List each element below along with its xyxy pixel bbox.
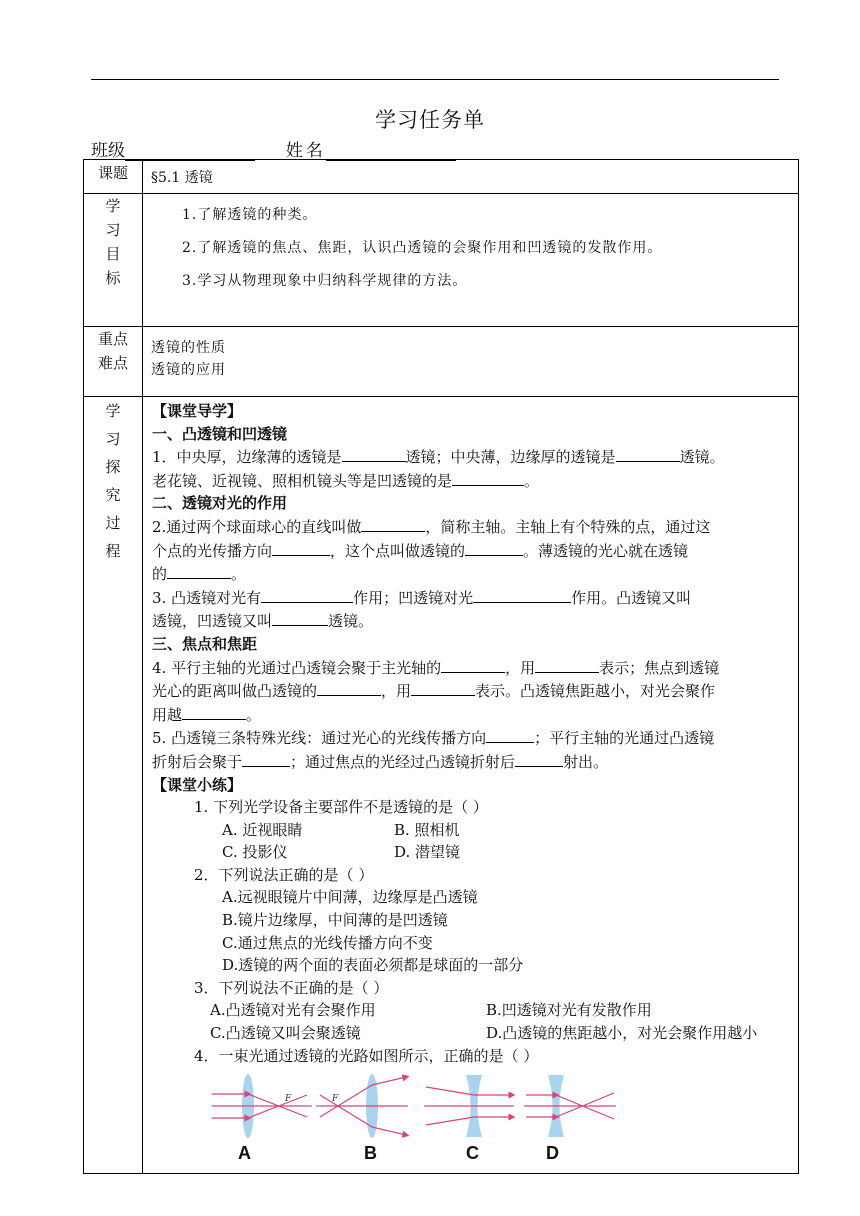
blank[interactable] bbox=[361, 515, 425, 532]
class-field[interactable] bbox=[125, 141, 255, 161]
section-title-2: 二、透镜对光的作用 bbox=[152, 494, 288, 513]
goals-content bbox=[143, 194, 799, 327]
goals-row bbox=[84, 194, 799, 327]
diagram-a[interactable] bbox=[212, 1074, 312, 1163]
practice-2-option[interactable]: D.透镜的两个面的表面必须都是球面的一部分 bbox=[222, 956, 524, 975]
lens-diagram bbox=[212, 1073, 682, 1165]
process-label: 学 习 探 究 过 程 bbox=[84, 397, 143, 1174]
practice-2-option[interactable]: A.远视眼镜片中间薄，边缘厚是凸透镜 bbox=[222, 888, 478, 907]
section-title-1: 一、凸透镜和凹透镜 bbox=[152, 424, 288, 443]
keypoint-item: 透镜的应用 bbox=[151, 362, 226, 378]
task-table bbox=[83, 159, 799, 1174]
keypoint-item: 透镜的性质 bbox=[151, 340, 226, 356]
practice-3-option[interactable]: B.凹透镜对光有发散作用 bbox=[486, 1001, 652, 1020]
diagram-label-b: B bbox=[364, 1143, 377, 1164]
blank[interactable] bbox=[182, 703, 246, 720]
keypoints-row bbox=[84, 327, 799, 397]
blank[interactable] bbox=[342, 445, 406, 462]
svg-text:F: F bbox=[332, 1094, 339, 1105]
diagram-label-a: A bbox=[238, 1143, 251, 1164]
class-label: 班级 bbox=[91, 141, 125, 161]
blank[interactable] bbox=[535, 656, 599, 673]
practice-2-option[interactable]: C.通过焦点的光线传播方向不变 bbox=[222, 933, 433, 952]
diagram-b[interactable] bbox=[316, 1074, 408, 1163]
process-content: 【课堂导学】 一、凸透镜和凹透镜 1．中央厚，边缘薄的透镜是 透镜；中央薄，边缘厚的透镜是 透镜。 老花镜、近视镜、照相机镜头等是凹透镜的是 。 二、透镜对光的作用 2.通过两个球面球心的直线叫做 ，简称主轴。主轴上有个特殊的点，通过这 个点的光传播方向 ，这个点叫做透镜的 。薄透镜的光心就在透镜 的 。 3. 凸透镜对光有 作用；凹透镜对光 作用。凸透镜又叫 透镜，凹透镜又叫 透镜。 三、焦点和焦距 4. 平行主轴的光通过凸透镜会聚于主光轴的 ，用 表示；焦点到透镜 光心的距离叫做凸透镜的 ，用 表示。凸透镜焦距越小，对光会聚作 用越 。 5. 凸透镜三条特殊光线：通过光心的光线传播方向 ；平行主轴的光通过凸透镜 折射后会聚于 ；通过焦点的光经过凸透镜折射后 射出。 【课堂小练】 1. 下列光学设备主要部件不是透镜的是（ ） A. 近视眼睛 B. 照相机 C. 投影仪 D. 潜望镜 2．下列说法正确的是（ ） A.远视眼镜片中间薄，边缘厚是凸透镜 B.镜片边缘厚，中间薄的是凹透镜 C.通过焦点的光线传播方向不变 D.透镜的两个面的表面必须都是球面的一部分 3．下列说法不正确的是（ ） A.凸透镜对光有会聚作用 B.凹透镜对光有发散作用 C.凸透镜又叫会聚透镜 D.凸透镜的焦距越小，对光会聚作用越小 4．一束光通过透镜的光路如图所示，正确的是（ ） F A F B C D bbox=[143, 397, 799, 1174]
practice-2-option[interactable]: B.镜片边缘厚，中间薄的是凹透镜 bbox=[222, 911, 448, 930]
practice-4-stem: 4．一束光通过透镜的光路如图所示，正确的是（ ） bbox=[194, 1046, 539, 1065]
blank[interactable] bbox=[465, 539, 523, 556]
practice-3-option[interactable]: A.凸透镜对光有会聚作用 bbox=[210, 1001, 376, 1020]
blank[interactable] bbox=[317, 679, 381, 696]
practice-1-option[interactable]: D. 潜望镜 bbox=[394, 843, 461, 862]
blank[interactable] bbox=[452, 469, 524, 486]
goal-item: 2.了解透镜的焦点、焦距，认识凸透镜的会聚作用和凹透镜的发散作用。 bbox=[182, 240, 663, 256]
question-5: 5. 凸透镜三条特殊光线：通过光心的光线传播方向 ；平行主轴的光通过凸透镜 bbox=[152, 726, 789, 750]
practice-header: 【课堂小练】 bbox=[152, 775, 243, 794]
focus-label: F bbox=[285, 1094, 292, 1105]
practice-3-option[interactable]: C.凸透镜又叫会聚透镜 bbox=[210, 1024, 361, 1043]
question-2: 2.通过两个球面球心的直线叫做 ，简称主轴。主轴上有个特殊的点，通过这 bbox=[152, 515, 789, 539]
blank[interactable] bbox=[616, 445, 680, 462]
blank[interactable] bbox=[272, 609, 328, 626]
keypoints-content bbox=[143, 327, 799, 397]
blank[interactable] bbox=[272, 539, 330, 556]
blank[interactable] bbox=[441, 656, 505, 673]
section-title-3: 三、焦点和焦距 bbox=[152, 634, 258, 653]
student-info bbox=[91, 136, 456, 161]
name-label: 姓名 bbox=[285, 141, 326, 161]
practice-1-stem: 1. 下列光学设备主要部件不是透镜的是（ ） bbox=[194, 798, 488, 817]
question-4: 4. 平行主轴的光通过凸透镜会聚于主光轴的 ，用 表示；焦点到透镜 bbox=[152, 656, 789, 680]
guide-header: 【课堂导学】 bbox=[152, 402, 243, 420]
diagram-c[interactable] bbox=[424, 1075, 514, 1163]
diagram-d[interactable] bbox=[524, 1075, 616, 1163]
blank[interactable] bbox=[242, 750, 290, 767]
goals-label: 学 习 目 标 bbox=[84, 194, 143, 327]
diagram-label-d: D bbox=[546, 1143, 559, 1164]
blank[interactable] bbox=[167, 562, 231, 579]
blank[interactable] bbox=[473, 586, 571, 603]
practice-1-option[interactable]: C. 投影仪 bbox=[222, 843, 288, 862]
question-3: 3. 凸透镜对光有 作用；凹透镜对光 作用。凸透镜又叫 bbox=[152, 586, 789, 610]
goal-item: 1.了解透镜的种类。 bbox=[182, 207, 318, 223]
header-rule bbox=[91, 79, 779, 80]
topic-value: §5.1 透镜 bbox=[143, 160, 799, 194]
practice-3-stem: 3．下列说法不正确的是（ ） bbox=[194, 978, 389, 997]
question-1: 1．中央厚，边缘薄的透镜是 透镜；中央薄，边缘厚的透镜是 透镜。 bbox=[152, 445, 789, 469]
practice-1-option[interactable]: B. 照相机 bbox=[394, 820, 460, 839]
goal-item: 3.学习从物理现象中归纳科学规律的方法。 bbox=[182, 273, 468, 289]
topic-label: 课题 bbox=[84, 160, 143, 194]
practice-2-stem: 2．下列说法正确的是（ ） bbox=[194, 865, 374, 884]
keypoints-label: 重点 难点 bbox=[84, 327, 143, 397]
page-title: 学习任务单 bbox=[375, 108, 485, 132]
name-field[interactable] bbox=[326, 141, 456, 161]
practice-3-option[interactable]: D.凸透镜的焦距越小，对光会聚作用越小 bbox=[486, 1024, 758, 1043]
practice-1-option[interactable]: A. 近视眼睛 bbox=[222, 820, 303, 839]
diagram-label-c: C bbox=[466, 1143, 479, 1164]
process-row bbox=[84, 397, 799, 1174]
blank[interactable] bbox=[486, 726, 534, 743]
topic-row bbox=[84, 160, 799, 194]
blank[interactable] bbox=[411, 679, 475, 696]
blank[interactable] bbox=[261, 586, 353, 603]
blank[interactable] bbox=[515, 750, 563, 767]
